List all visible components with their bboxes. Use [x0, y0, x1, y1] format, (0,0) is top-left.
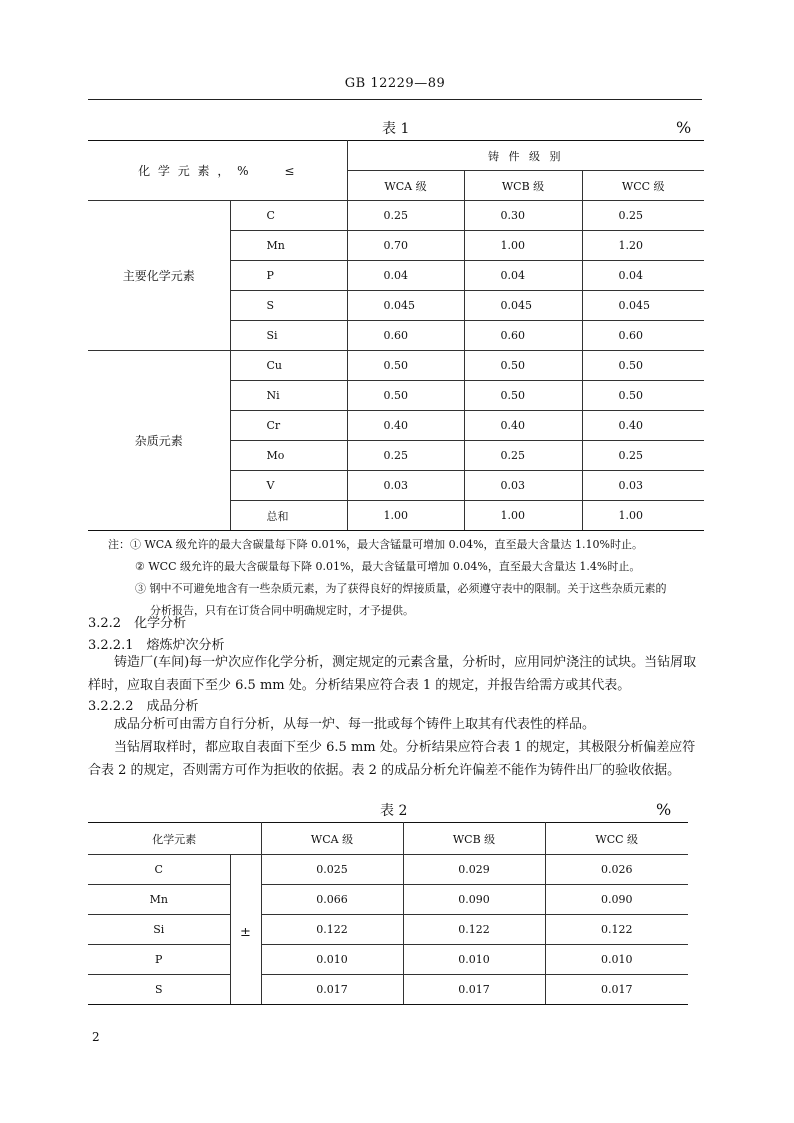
- table-row-element: P: [230, 261, 347, 291]
- table-row-element: C: [230, 201, 347, 231]
- table-cell: 0.017: [545, 975, 688, 1005]
- table-cell: 0.03: [582, 471, 704, 501]
- table-cell: 0.60: [582, 321, 704, 351]
- table-row-element: V: [230, 471, 347, 501]
- table-row-element: Mn: [88, 885, 230, 915]
- table-row-element: S: [230, 291, 347, 321]
- table-cell: 1.00: [347, 501, 464, 531]
- table-cell: 0.026: [545, 855, 688, 885]
- paragraph-3: 当钻屑取样时，都应取自表面下至少 6.5 mm 处。分析结果应符合表 1 的规定，其极限分析偏差应符合表 2 的规定，否则需方可作为拒收的依据。表 2 的成品分析允许偏差不能作为铸件出厂的验收依据。: [88, 740, 696, 778]
- section-3-2-2-1: 3.2.2.1 熔炼炉次分析: [88, 638, 225, 653]
- table-row-element: Si: [88, 915, 230, 945]
- table2-head-wcb: WCB 级: [403, 823, 545, 855]
- table-cell: 0.70: [347, 231, 464, 261]
- note-3: ③ 钢中不可避免地含有一些杂质元素，为了获得良好的焊接质量，必须遵守表中的限制。关于这些杂质元素的: [135, 582, 667, 595]
- table1-head-wcc: WCC 级: [582, 171, 704, 201]
- running-header: GB 12229—89: [344, 76, 446, 91]
- table-cell: 1.00: [464, 501, 582, 531]
- table-cell: 0.045: [582, 291, 704, 321]
- table1-head-left: 化 学 元 素 ， % ≤: [88, 141, 347, 201]
- table2-head-wcc: WCC 级: [545, 823, 688, 855]
- table-cell: 0.25: [347, 441, 464, 471]
- table-cell: 0.60: [347, 321, 464, 351]
- table-cell: 0.25: [582, 201, 704, 231]
- table-cell: 0.40: [464, 411, 582, 441]
- page-number: 2: [92, 1030, 100, 1044]
- note-2: ② WCC 级允许的最大含碳量每下降 0.01%，最大含锰量可增加 0.04%，直至最大含量达 1.4%时止。: [135, 560, 641, 573]
- table-row-element: Ni: [230, 381, 347, 411]
- table-cell: 0.30: [464, 201, 582, 231]
- table-cell: 0.010: [403, 945, 545, 975]
- table-cell: 0.090: [403, 885, 545, 915]
- table-cell: 0.25: [582, 441, 704, 471]
- paragraph-1: 铸造厂(车间)每一炉次应作化学分析，测定规定的元素含量，分析时，应用同炉浇注的试块。当钻屑取样时，应取自表面下至少 6.5 mm 处。分析结果应符合表 1 的规定，并报告给需方或其代表。: [88, 655, 697, 693]
- table1-head-group: 铸 件 级 别: [347, 141, 704, 171]
- table-cell: 1.00: [464, 231, 582, 261]
- table-cell: 0.03: [347, 471, 464, 501]
- table-cell: 0.122: [403, 915, 545, 945]
- table-cell: 0.017: [261, 975, 403, 1005]
- table-cell: 0.50: [464, 381, 582, 411]
- table-cell: 0.50: [347, 351, 464, 381]
- table-cell: 0.40: [582, 411, 704, 441]
- table1-head-wca: WCA 级: [347, 171, 464, 201]
- paragraph-2: 成品分析可由需方自行分析，从每一炉、每一批或每个铸件上取其有代表性的样品。: [114, 717, 596, 732]
- table1-group-main: 主要化学元素: [88, 201, 230, 351]
- table-row-element: Mn: [230, 231, 347, 261]
- table1-caption: 表 1: [382, 121, 410, 137]
- table2-head-wca: WCA 级: [261, 823, 403, 855]
- table-cell: 1.00: [582, 501, 704, 531]
- table-2: [88, 822, 688, 1005]
- table-row-element: P: [88, 945, 230, 975]
- table-cell: 0.010: [545, 945, 688, 975]
- table-cell: 0.017: [403, 975, 545, 1005]
- table-row-element: Si: [230, 321, 347, 351]
- table-cell: 0.090: [545, 885, 688, 915]
- note-1: 注：① WCA 级允许的最大含碳量每下降 0.01%，最大含锰量可增加 0.04%，直至最大含量达 1.10%时止。: [108, 538, 643, 551]
- table-row-element: Cr: [230, 411, 347, 441]
- note-3-cont: 分析报告，只有在订货合同中明确规定时，才予提供。: [150, 604, 414, 617]
- plus-minus-sign: ±: [230, 855, 261, 1005]
- table-row-element: 总和: [230, 501, 347, 531]
- table2-caption: 表 2: [380, 803, 408, 819]
- table-cell: 0.50: [464, 351, 582, 381]
- table-cell: 0.122: [545, 915, 688, 945]
- table-cell: 0.025: [261, 855, 403, 885]
- table-cell: 0.50: [582, 381, 704, 411]
- table-cell: 0.045: [347, 291, 464, 321]
- table-cell: 0.50: [582, 351, 704, 381]
- table-cell: 0.50: [347, 381, 464, 411]
- table1-head-wcb: WCB 级: [464, 171, 582, 201]
- table-cell: 0.010: [261, 945, 403, 975]
- table-cell: 0.25: [347, 201, 464, 231]
- table2-head-element: 化学元素: [88, 823, 261, 855]
- table-cell: 0.04: [347, 261, 464, 291]
- table-row-element: S: [88, 975, 230, 1005]
- section-3-2-2: 3.2.2 化学分析: [88, 616, 187, 631]
- table-row-element: Cu: [230, 351, 347, 381]
- table-cell: 0.122: [261, 915, 403, 945]
- table1-notes: [108, 534, 708, 622]
- table-cell: 0.04: [464, 261, 582, 291]
- table-cell: 1.20: [582, 231, 704, 261]
- table1-group-impurity: 杂质元素: [88, 351, 230, 531]
- table-cell: 0.04: [582, 261, 704, 291]
- table-cell: 0.25: [464, 441, 582, 471]
- table-cell: 0.60: [464, 321, 582, 351]
- table-row-element: C: [88, 855, 230, 885]
- table-row-element: Mo: [230, 441, 347, 471]
- table-cell: 0.066: [261, 885, 403, 915]
- table-cell: 0.40: [347, 411, 464, 441]
- table-cell: 0.03: [464, 471, 582, 501]
- header-rule: [88, 99, 702, 100]
- table1-unit: %: [676, 118, 692, 137]
- table-cell: 0.045: [464, 291, 582, 321]
- table2-unit: %: [656, 800, 672, 819]
- section-3-2-2-2: 3.2.2.2 成品分析: [88, 699, 199, 714]
- table-cell: 0.029: [403, 855, 545, 885]
- table-1: [88, 140, 704, 531]
